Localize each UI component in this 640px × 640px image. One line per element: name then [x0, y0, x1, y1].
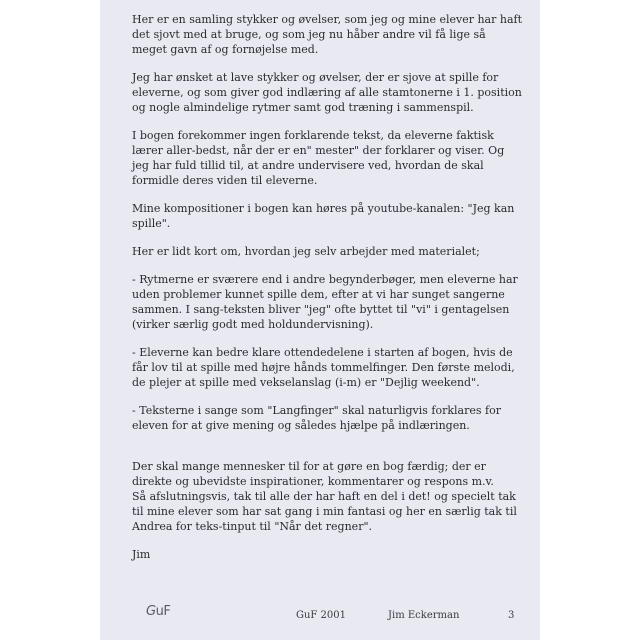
guf-logo: GuF — [146, 604, 171, 619]
page-footer — [100, 604, 540, 630]
paragraph-rhythms: - Rytmerne er sværere end i andre begynderbøger, men eleverne har uden problemer kunnet spille dem, efter at vi har sunget sangerne sammen. I sang-teksten bliver "jeg" ofte byttet til "vi" i gentagelsen (virker særlig godt med holdundervisning). — [132, 273, 518, 331]
thanks-line-2: Så afslutningsvis, tak til alle der har haft en del i det! og specielt tak til mine elever som har sat gang i min fantasi og her en særlig tak til Andrea for teks-tinput til "Når det regner". — [132, 490, 517, 533]
paragraph-eighths: - Eleverne kan bedre klare ottendedelene i starten af bogen, hvis de får lov til at spille med højre hånds tommelfinger. Den første melodi, de plejer at spille med vekselanslag (i-m) er "Dejlig weekend". — [132, 346, 515, 389]
footer-author: Jim Eckerman — [388, 610, 460, 621]
paragraph-method-intro: Her er lidt kort om, hvordan jeg selv arbejder med materialet; — [132, 245, 480, 258]
paragraph-no-text: I bogen forekommer ingen forklarende tekst, da eleverne faktisk lærer aller-bedst, når der er en" mester" der forklarer og viser. Og jeg har fuld tillid til, at andre undervisere ved, hvordan de skal formidle deres viden til eleverne. — [132, 129, 505, 187]
document-page — [100, 0, 540, 640]
signature: Jim — [132, 548, 151, 561]
page-body — [132, 12, 524, 575]
paragraph-thanks — [132, 459, 524, 534]
paragraph-goals: Jeg har ønsket at lave stykker og øvelser, der er sjove at spille for eleverne, og som giver god indlæring af alle stamtonerne i 1. position og nogle almindelige rytmer samt god træning i sammenspil. — [132, 71, 522, 114]
paragraph-lyrics: - Teksterne i sange som "Langfinger" skal naturligvis forklares for eleven for at give mening og således hjælpe på indlæringen. — [132, 404, 501, 432]
page-number: 3 — [508, 610, 515, 621]
footer-publisher-year: GuF 2001 — [296, 610, 346, 621]
thanks-line-1: Der skal mange mennesker til for at gøre en bog færdig; der er direkte og ubevidste inspirationer, kommentarer og respons m.v. — [132, 460, 494, 488]
paragraph-youtube: Mine kompositioner i bogen kan høres på youtube-kanalen: "Jeg kan spille". — [132, 202, 515, 230]
paragraph-intro: Her er en samling stykker og øvelser, som jeg og mine elever har haft det sjovt med at bruge, og som jeg nu håber andre vil få lige så meget gavn af og fornøjelse med. — [132, 13, 523, 56]
